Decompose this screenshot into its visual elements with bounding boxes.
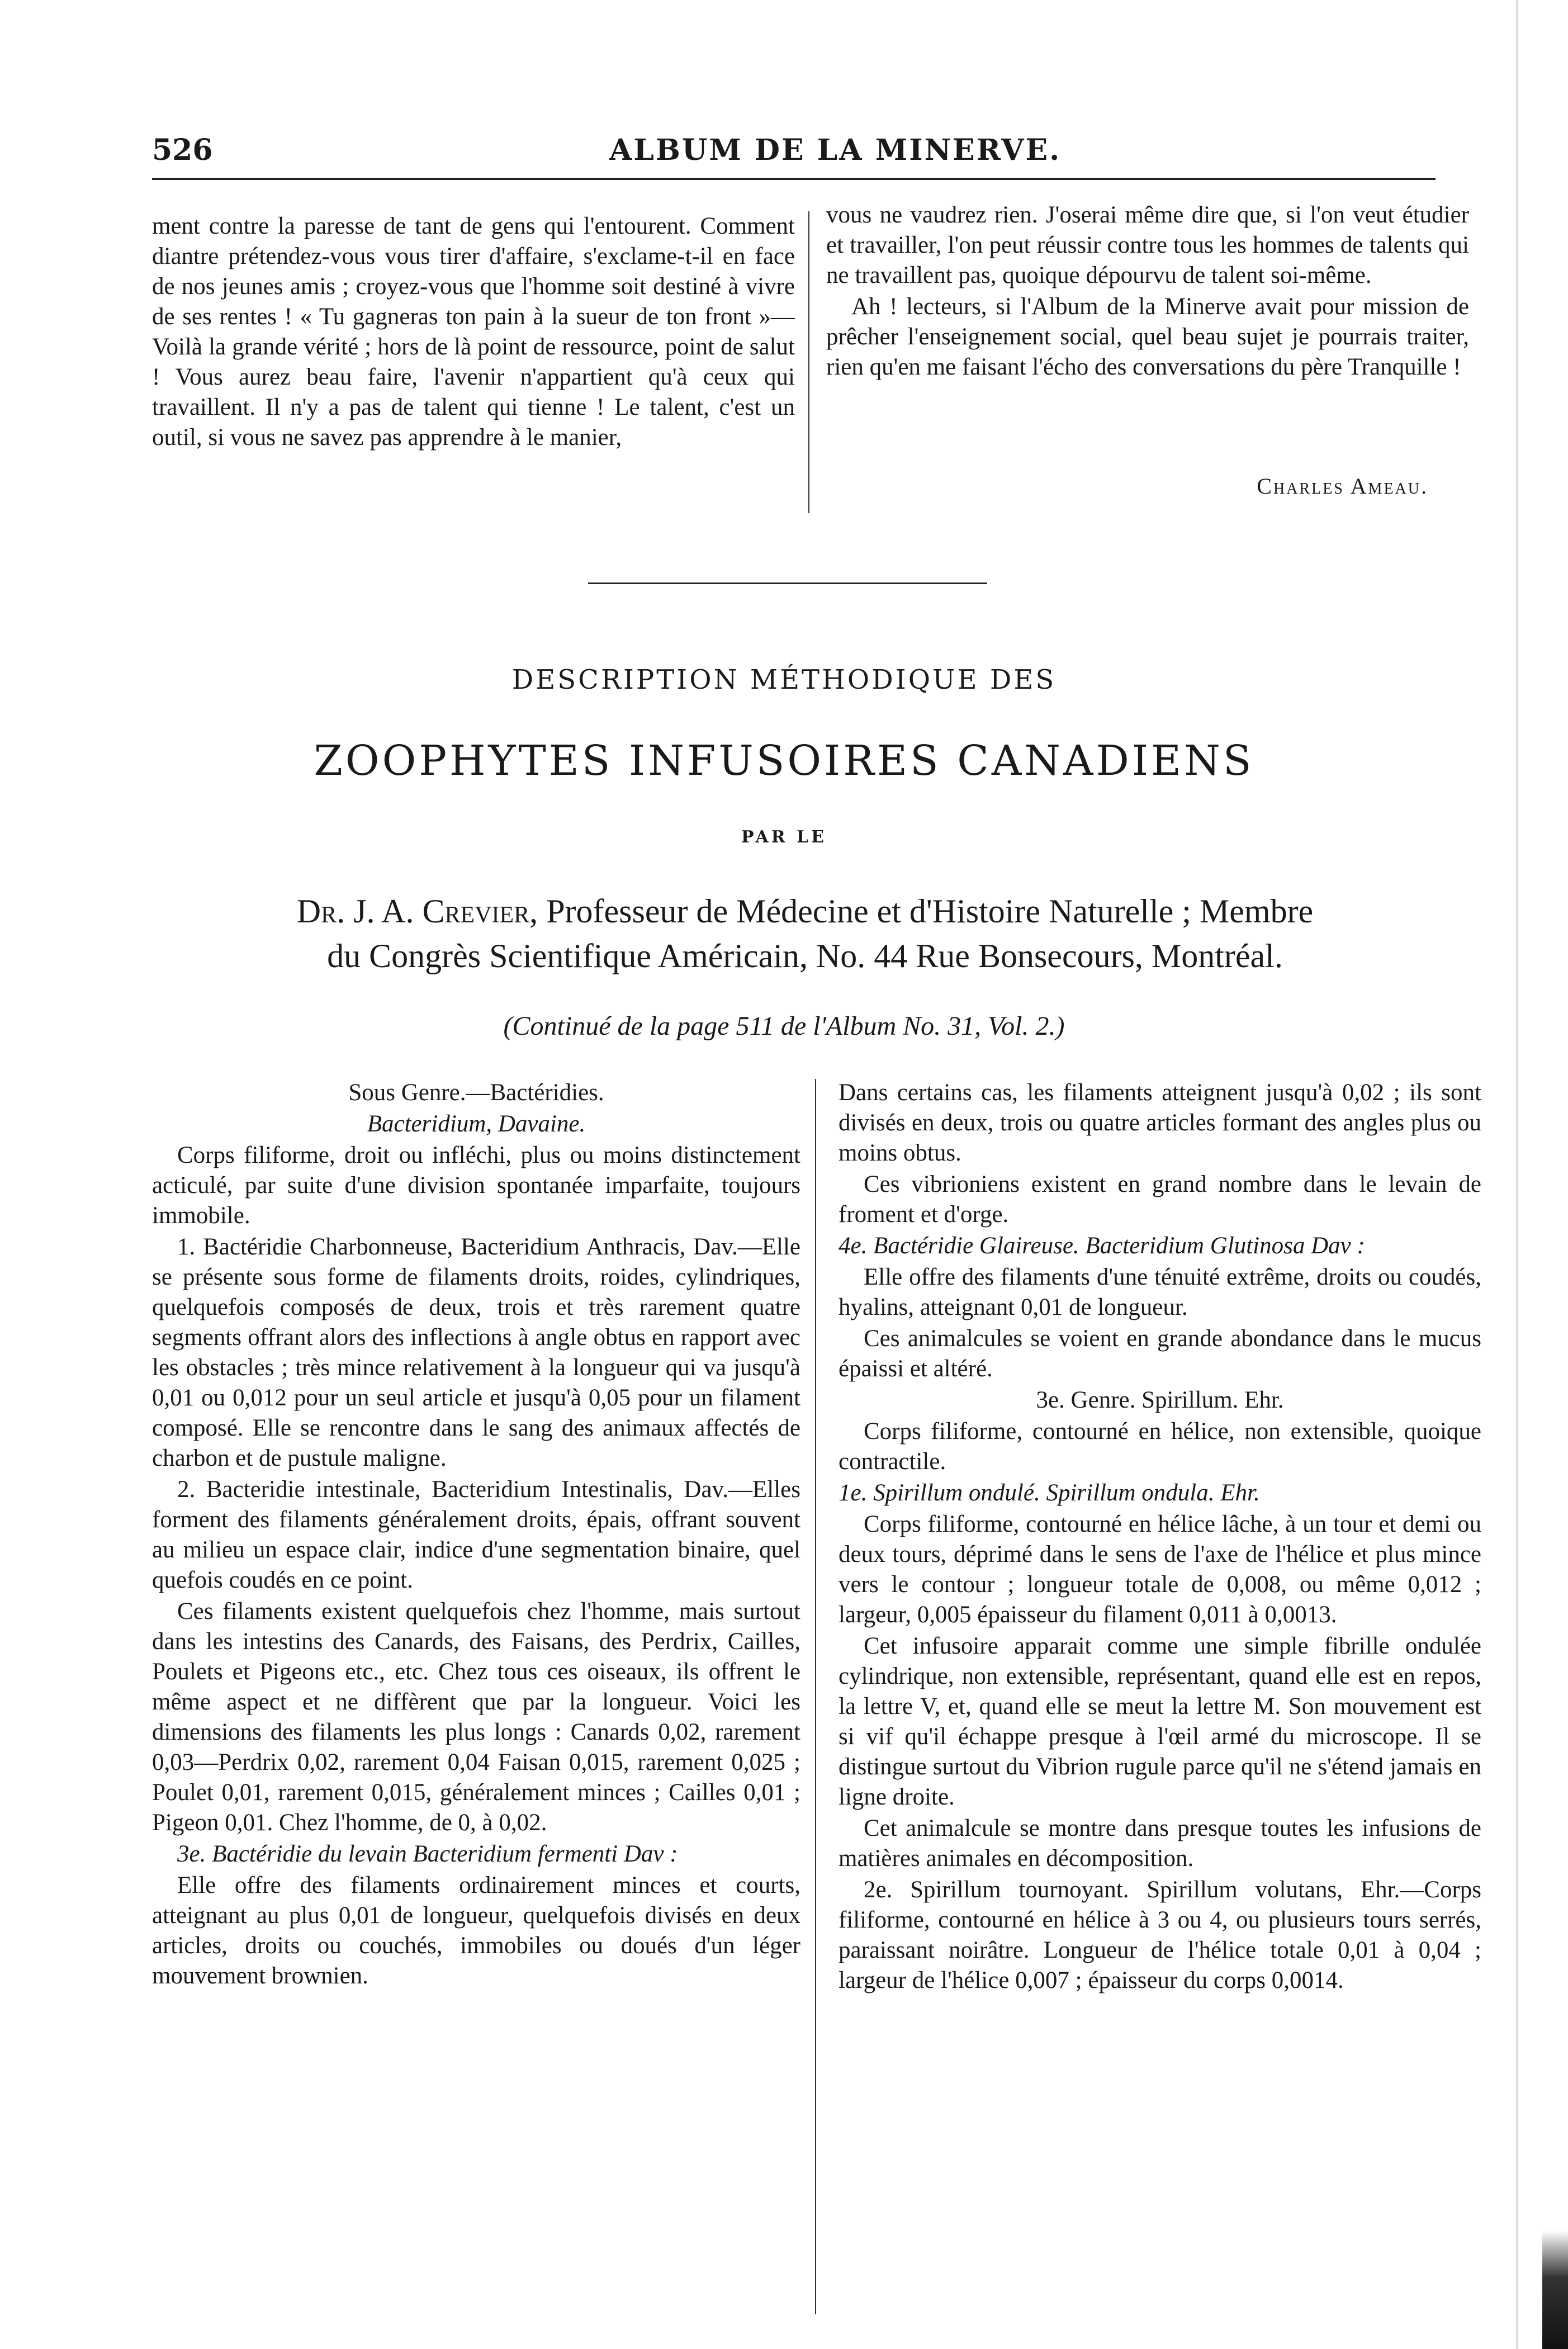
running-head: ALBUM DE LA MINERVE. <box>609 133 1062 167</box>
author-block <box>162 889 1448 978</box>
top-right-column <box>826 200 1469 383</box>
author-title-line1: Professeur de Médecine et d'Histoire Naturelle ; Membre <box>538 893 1314 930</box>
article-pretitle: DESCRIPTION MÉTHODIQUE DES <box>511 664 1057 695</box>
paragraph: 1. Bactéridie Charbonneuse, Bacteridium Anthracis, Dav.—Elle se présente sous forme de filaments droits, roides, cylindriques, quelquefois composés de deux, trois et très rarement quatre segments offrant alors des inflections à angle obtus en rapport avec les obstacles ; très mince relativement à la longueur qui va jusqu'à 0,01 ou 0,012 pour un seul article et jusqu'à 0,05 pour un filament composé. Elle se rencontre dans le sang des animaux affectés de charbon et de pustule maligne. <box>152 1234 800 1471</box>
column-divider <box>808 211 809 513</box>
genus-heading: 3e. Genre. Spirillum. Ehr. <box>1036 1387 1284 1413</box>
author-title-line2: du Congrès Scientifique Américain, No. 44 Rue Bonsecours, Montréal. <box>327 937 1283 974</box>
paragraph: Elle offre des filaments ordinairement minces et courts, atteignant au plus 0,01 de longueur, quelquefois divisés en deux articles, droits ou couchés, immobiles ou doués d'un léger mouvement brownien. <box>152 1872 800 1989</box>
signature: Charles Ameau. <box>1257 473 1428 499</box>
paragraph: Ces animalcules se voient en grande abondance dans le mucus épaissi et altéré. <box>839 1325 1481 1382</box>
paragraph: vous ne vaudrez rien. J'oserai même dire que, si l'on veut étudier et travailler, l'on peut réussir contre tous les hommes de talents qui ne travaillent pas, quoique dépourvu de talent soi-même. <box>826 202 1469 288</box>
page-number: 526 <box>152 133 213 167</box>
article-left-column <box>152 1078 800 1992</box>
paragraph: 4e. Bactéridie Glaireuse. Bacteridium Glutinosa Dav : <box>839 1233 1365 1259</box>
author-name: Dr. J. A. Crevier, <box>296 893 538 930</box>
paragraph: Ces vibrioniens existent en grand nombre dans le levain de froment et d'orge. <box>839 1171 1481 1228</box>
column-divider <box>815 1079 816 2314</box>
subgenus-heading: Sous Genre.—Bactéridies. <box>348 1079 604 1106</box>
paragraph: Cet animalcule se montre dans presque toutes les infusions de matières animales en décomposition. <box>839 1815 1481 1872</box>
continuation-note: (Continué de la page 511 de l'Album No. 31, Vol. 2.) <box>503 1011 1065 1041</box>
paragraph: ment contre la paresse de tant de gens qui l'entourent. Comment diantre prétendez-vous vous tirer d'affaire, s'exclame-t-il en face de nos jeunes amis ; croyez-vous que l'homme soit destiné à vivre de ses rentes ! « Tu gagneras ton pain à la sueur de ton front »—Voilà la grande vérité ; hors de là point de ressource, point de salut ! Vous aurez beau faire, l'avenir n'appartient qu'à ceux qui travaillent. Il n'y a pas de talent qui tienne ! Le talent, c'est un outil, si vous ne savez pas apprendre à le manier, <box>152 213 795 451</box>
section-rule <box>588 582 987 584</box>
genus-name: Bacteridium, Davaine. <box>367 1111 586 1137</box>
paragraph: Corps filiforme, contourné en hélice lâche, à un tour et demi ou deux tours, déprimé dans le sens de l'axe de l'hélice et plus mince vers le contour ; longueur totale de 0,008, ou même 0,012 ; largeur, 0,005 épaisseur du filament 0,011 à 0,0013. <box>839 1511 1481 1628</box>
paragraph: Dans certains cas, les filaments atteignent jusqu'à 0,02 ; ils sont divisés en deux, trois ou quatre articles formant des angles plus ou moins obtus. <box>839 1079 1481 1166</box>
paragraph: 1e. Spirillum ondulé. Spirillum ondula. Ehr. <box>839 1480 1260 1506</box>
paragraph: 2e. Spirillum tournoyant. Spirillum volutans, Ehr.—Corps filiforme, contourné en hélice à 3 ou 4, ou plusieurs tours serrés, paraissant noirâtre. Longueur de l'hélice totale 0,01 à 0,04 ; largeur de l'hélice 0,007 ; épaisseur du corps 0,0014. <box>839 1877 1481 1993</box>
byline-label: PAR LE <box>741 827 827 847</box>
paragraph: Cet infusoire apparait comme une simple fibrille ondulée cylindrique, non extensible, représentant, quand elle est en repos, la lettre V, et, quand elle se meut la lettre M. Son mouvement est si vif qu'il échappe presque à l'œil armé du microscope. Il se distingue surtout du Vibrion rugule parce qu'il ne s'étend jamais en ligne droite. <box>839 1633 1481 1810</box>
paragraph: Ah ! lecteurs, si l'Album de la Minerve avait pour mission de prêcher l'enseignement social, quel beau sujet je pourrais traiter, rien qu'en me faisant l'écho des conversations du père Tranquille ! <box>826 293 1469 380</box>
paragraph: Elle offre des filaments d'une ténuité extrême, droits ou coudés, hyalins, atteignant 0,01 de longueur. <box>839 1264 1481 1320</box>
header-rule <box>152 178 1436 180</box>
article-title: ZOOPHYTES INFUSOIRES CANADIENS <box>314 737 1254 785</box>
page-edge-shadow <box>1516 0 1518 2349</box>
paragraph: Corps filiforme, droit ou infléchi, plus ou moins distinctement acticulé, par suite d'une division spontanée imparfaite, toujours immobile. <box>152 1142 800 1229</box>
paragraph: Ces filaments existent quelquefois chez l'homme, mais surtout dans les intestins des Canards, des Faisans, des Perdrix, Cailles, Poulets et Pigeons etc., etc. Chez tous ces oiseaux, ils offrent le même aspect et ne diffèrent que par la longueur. Voici les dimensions des filaments les plus longs : Canards 0,02, rarement 0,03—Perdrix 0,02, rarement 0,04 Faisan 0,015, rarement 0,025 ; Poulet 0,01, rarement 0,015, généralement minces ; Cailles 0,01 ; Pigeon 0,01. Chez l'homme, de 0, à 0,02. <box>152 1598 800 1836</box>
paragraph: Corps filiforme, contourné en hélice, non extensible, quoique contractile. <box>839 1418 1481 1475</box>
page-edge-mark <box>1542 2230 1568 2349</box>
paragraph: 2. Bacteridie intestinale, Bacteridium Intestinalis, Dav.—Elles forment des filaments généralement droits, épais, offrant souvent au milieu un espace clair, indice d'une segmentation binaire, quel quefois coudés en ce point. <box>152 1476 800 1593</box>
article-right-column <box>839 1078 1481 1997</box>
top-left-column <box>152 211 795 454</box>
paragraph: 3e. Bactéridie du levain Bacteridium fermenti Dav : <box>177 1841 678 1867</box>
